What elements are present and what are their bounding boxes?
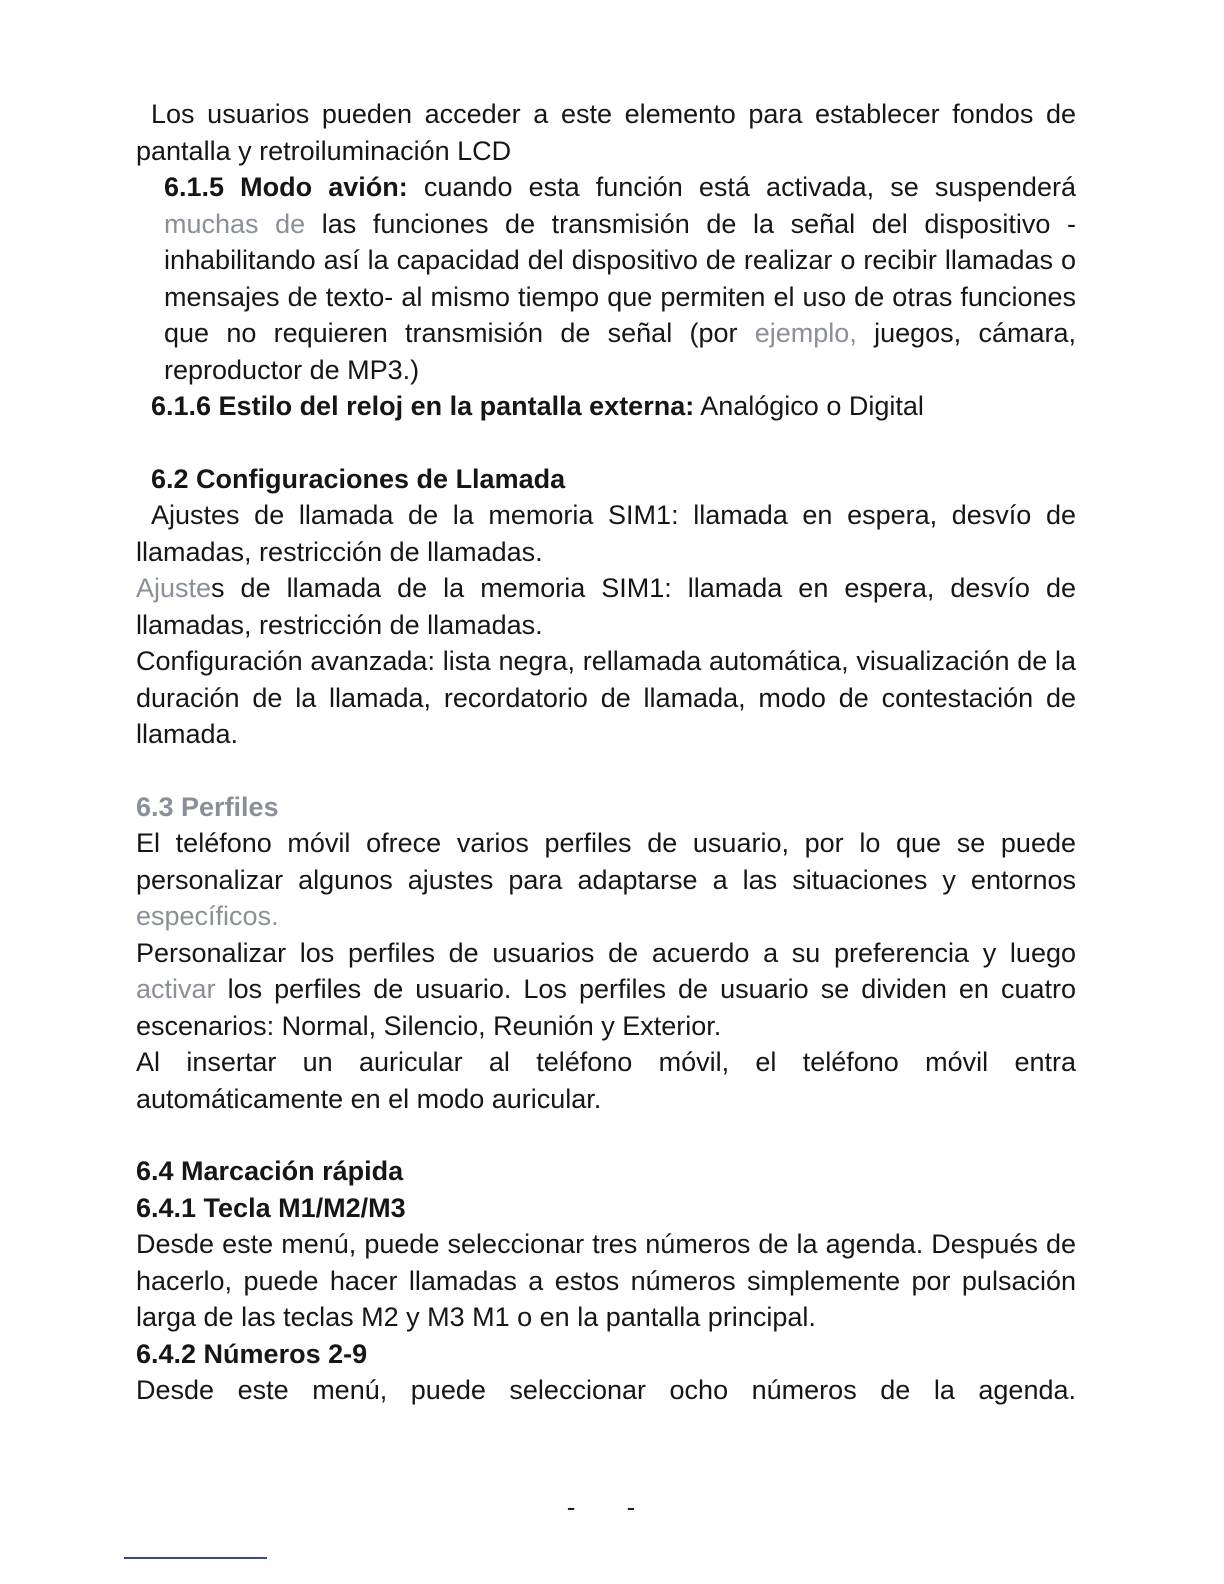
section-6-1-6: 6.1.6 Estilo del reloj en la pantalla externa: Analógico o Digital	[151, 391, 924, 421]
section-6-1-5: 6.1.5 Modo avión: cuando esta función está activada, se suspenderá muchas de las funciones de transmisión de la señal del dispositivo - inhabilitando así la capacidad del dispositivo de realizar o recibir llamadas o mensajes de texto- al mismo tiempo que permiten el uso de otras funciones que no requieren transmisión de señal (por ejemplo, juegos, cámara, reproductor de MP3.)	[164, 172, 1076, 385]
intro-paragraph: Los usuarios pueden acceder a este elemento para establecer fondos de pantalla y retroiluminación LCD	[136, 99, 1076, 166]
section-6-1-6-label: 6.1.6 Estilo del reloj en la pantalla externa:	[151, 391, 695, 421]
section-6-3-paragraph-3: Al insertar un auricular al teléfono móvil, el teléfono móvil entra automáticamente en el modo auricular.	[136, 1047, 1076, 1114]
section-6-3-paragraph-1: El teléfono móvil ofrece varios perfiles de usuario, por lo que se puede personalizar algunos ajustes para adaptarse a las situaciones y entornos específicos.	[136, 828, 1076, 931]
document-page	[136, 96, 1076, 1409]
heading-6-2: 6.2 Configuraciones de Llamada	[151, 463, 566, 494]
heading-6-3: 6.3 Perfiles	[136, 791, 279, 822]
section-6-1-5-label: 6.1.5 Modo avión:	[164, 172, 408, 202]
section-6-4-2-paragraph: Desde este menú, puede seleccionar ocho números de la agenda.	[136, 1375, 1076, 1405]
page-number: - -	[566, 1492, 658, 1522]
heading-6-4: 6.4 Marcación rápida	[136, 1156, 404, 1186]
section-6-2-paragraph-1: Ajustes de llamada de la memoria SIM1: llamada en espera, desvío de llamadas, restricción de llamadas.	[136, 500, 1076, 567]
section-6-2-paragraph-2: Ajustes de llamada de la memoria SIM1: llamada en espera, desvío de llamadas, restricción de llamadas.	[136, 573, 1076, 640]
section-6-4-1-paragraph: Desde este menú, puede seleccionar tres números de la agenda. Después de hacerlo, puede hacer llamadas a estos números simplemente por pulsación larga de las teclas M2 y M3 M1 o en la pantalla principal.	[136, 1229, 1076, 1332]
section-6-2-paragraph-3: Configuración avanzada: lista negra, rellamada automática, visualización de la duración de la llamada, recordatorio de llamada, modo de contestación de llamada.	[136, 646, 1076, 749]
footnote-divider	[124, 1557, 267, 1559]
heading-6-4-1: 6.4.1 Tecla M1/M2/M3	[136, 1192, 406, 1223]
heading-6-4-2: 6.4.2 Números 2-9	[136, 1338, 368, 1369]
section-6-3-paragraph-2: Personalizar los perfiles de usuarios de acuerdo a su preferencia y luego activar los perfiles de usuario. Los perfiles de usuario se dividen en cuatro escenarios: Normal, Silencio, Reunión y Exterior.	[136, 937, 1076, 1041]
